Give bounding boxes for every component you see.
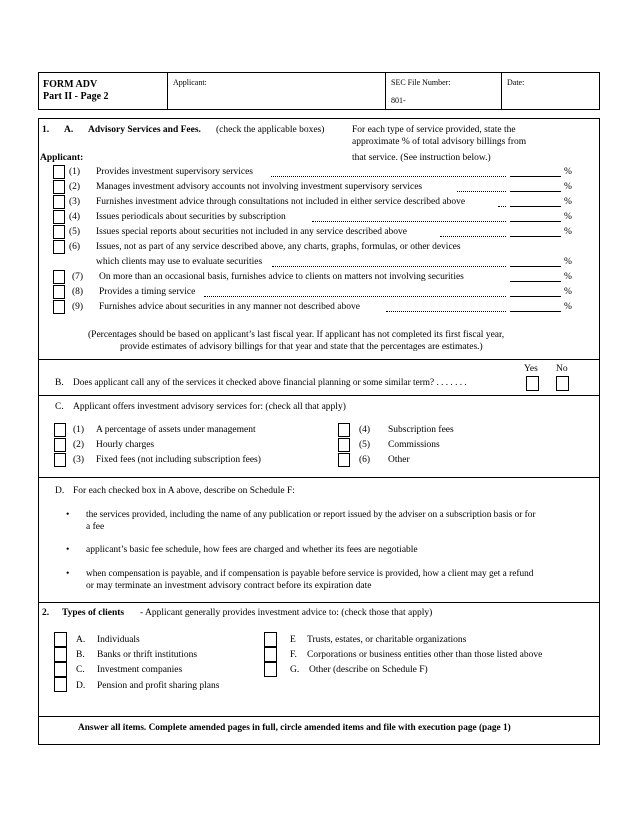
service-percent-input-2[interactable] xyxy=(510,191,561,192)
financial-planning-no-checkbox[interactable] xyxy=(556,376,569,391)
service-checkbox-1[interactable] xyxy=(53,165,65,179)
service-num: (9) xyxy=(72,302,84,312)
service-num: (1) xyxy=(69,167,81,177)
fee-checkbox-1[interactable] xyxy=(54,423,66,437)
fee-num: (6) xyxy=(359,455,371,465)
client-letter: C. xyxy=(76,665,85,675)
bullet-text: when compensation is payable, and if compensation is payable before service is provided, how a client may get a refund xyxy=(86,569,534,579)
client-checkbox-d[interactable] xyxy=(54,677,67,692)
header-divider xyxy=(167,72,168,110)
client-letter: D. xyxy=(76,681,86,691)
section1-applicant-label: Applicant: xyxy=(40,153,84,163)
service-percent-input-4[interactable] xyxy=(510,221,561,222)
leader-dots xyxy=(498,205,506,207)
sectionB-question: Does applicant call any of the services it checked above financial planning or some similar term? . . . . . . . xyxy=(73,378,467,388)
section1-title: Advisory Services and Fees. xyxy=(88,125,201,135)
service-text: Issues periodicals about securities by subscription xyxy=(96,212,286,222)
section1-number: 1. xyxy=(42,125,50,135)
section-divider xyxy=(38,477,600,478)
section-divider xyxy=(38,602,600,603)
header-divider xyxy=(385,72,386,110)
client-text: Individuals xyxy=(97,635,140,645)
client-checkbox-b[interactable] xyxy=(54,647,67,662)
bullet-icon: • xyxy=(66,569,70,579)
section-divider xyxy=(38,359,600,360)
section1-letter: A. xyxy=(64,125,74,135)
sectionD-title: For each checked box in A above, describe on Schedule F: xyxy=(73,486,295,496)
section1-note: that service. (See instruction below.) xyxy=(352,153,491,163)
section1-note: For each type of service provided, state the xyxy=(352,125,516,135)
percentage-note: provide estimates of advisory billings for that year and state that the percentages are estimates.) xyxy=(120,342,483,352)
percent-sign: % xyxy=(564,182,572,192)
sectionD-letter: D. xyxy=(55,486,65,496)
fee-num: (2) xyxy=(73,440,85,450)
client-checkbox-g[interactable] xyxy=(264,662,277,677)
service-percent-input-9[interactable] xyxy=(510,311,561,312)
fee-checkbox-4[interactable] xyxy=(338,423,350,437)
client-text: Other (describe on Schedule F) xyxy=(309,665,428,675)
service-num: (6) xyxy=(69,242,81,252)
percent-sign: % xyxy=(564,272,572,282)
client-checkbox-c[interactable] xyxy=(54,662,67,677)
service-num: (3) xyxy=(69,197,81,207)
leader-dots xyxy=(271,175,506,177)
leader-dots xyxy=(272,265,506,267)
service-text-continued: which clients may use to evaluate securities xyxy=(96,257,263,267)
fee-text: Subscription fees xyxy=(388,425,454,435)
client-text: Trusts, estates, or charitable organizations xyxy=(307,635,467,645)
fee-text: Commissions xyxy=(388,440,440,450)
percent-sign: % xyxy=(564,287,572,297)
bullet-text: a fee xyxy=(86,522,105,532)
leader-dots xyxy=(386,310,506,312)
service-checkbox-6[interactable] xyxy=(53,240,65,254)
service-checkbox-8[interactable] xyxy=(53,285,65,299)
sectionB-letter: B. xyxy=(55,378,64,388)
financial-planning-yes-checkbox[interactable] xyxy=(526,376,539,391)
fee-text: Fixed fees (not including subscription fees) xyxy=(96,455,261,465)
fee-checkbox-2[interactable] xyxy=(54,438,66,452)
client-text: Pension and profit sharing plans xyxy=(97,681,220,691)
service-checkbox-4[interactable] xyxy=(53,210,65,224)
service-num: (7) xyxy=(72,272,84,282)
leader-dots xyxy=(204,295,506,297)
sectionC-letter: C. xyxy=(55,402,64,412)
leader-dots xyxy=(312,220,506,222)
client-text: Banks or thrift institutions xyxy=(97,650,198,660)
service-percent-input-5[interactable] xyxy=(510,236,561,237)
service-num: (5) xyxy=(69,227,81,237)
form-page: Part II - Page 2 xyxy=(43,91,109,102)
service-text: Furnishes investment advice through consultations not included in either service described above xyxy=(96,197,466,207)
client-checkbox-e[interactable] xyxy=(264,632,277,647)
service-text: Manages investment advisory accounts not involving investment supervisory services xyxy=(96,182,423,192)
service-percent-input-8[interactable] xyxy=(510,296,561,297)
service-text: Furnishes advice about securities in any manner not described above xyxy=(99,302,360,312)
service-num: (8) xyxy=(72,287,84,297)
bullet-text: applicant’s basic fee schedule, how fees are charged and whether its fees are negotiable xyxy=(86,545,418,555)
fee-text: Hourly charges xyxy=(96,440,155,450)
client-checkbox-f[interactable] xyxy=(264,647,277,662)
sec-file-label: SEC File Number: xyxy=(391,78,451,87)
client-text: Corporations or business entities other than those listed above xyxy=(307,650,543,660)
fee-text: A percentage of assets under management xyxy=(96,425,256,435)
service-percent-input-7[interactable] xyxy=(510,281,561,282)
section-divider xyxy=(38,395,600,396)
client-letter: G. xyxy=(290,665,300,675)
bullet-icon: • xyxy=(66,510,70,520)
sectionC-title: Applicant offers investment advisory services for: (check all that apply) xyxy=(73,402,346,412)
service-text: Issues special reports about securities not included in any service described above xyxy=(96,227,408,237)
bullet-text: the services provided, including the name of any publication or report issued by the adviser on a subscription basis or for xyxy=(86,510,536,520)
no-label: No xyxy=(556,364,568,374)
form-title: FORM ADV xyxy=(43,79,98,90)
sec-file-prefix: 801- xyxy=(391,96,406,105)
fee-text: Other xyxy=(388,455,410,465)
service-num: (2) xyxy=(69,182,81,192)
section2-title: Types of clients xyxy=(62,608,125,618)
service-checkbox-3[interactable] xyxy=(53,195,65,209)
fee-checkbox-3[interactable] xyxy=(54,453,66,467)
service-num: (4) xyxy=(69,212,81,222)
yes-label: Yes xyxy=(524,364,538,374)
service-text: Issues, not as part of any service described above, any charts, graphs, formulas, or other devices xyxy=(96,242,461,252)
service-checkbox-2[interactable] xyxy=(53,180,65,194)
service-percent-input-1[interactable] xyxy=(510,176,561,177)
date-label: Date: xyxy=(507,78,525,87)
percent-sign: % xyxy=(564,212,572,222)
service-checkbox-7[interactable] xyxy=(53,270,65,284)
fee-checkbox-5[interactable] xyxy=(338,438,350,452)
percent-sign: % xyxy=(564,257,572,267)
client-letter: B. xyxy=(76,650,85,660)
applicant-label: Applicant: xyxy=(173,78,207,87)
section1-note: approximate % of total advisory billings from xyxy=(352,137,527,147)
service-text: On more than an occasional basis, furnishes advice to clients on matters not involving securities xyxy=(99,272,464,282)
section2-title-rest: - Applicant generally provides investment advice to: (check those that apply) xyxy=(140,608,433,618)
service-checkbox-5[interactable] xyxy=(53,225,65,239)
percent-sign: % xyxy=(564,302,572,312)
section2-number: 2. xyxy=(42,608,50,618)
leader-dots xyxy=(457,190,506,192)
percent-sign: % xyxy=(564,167,572,177)
service-text: Provides investment supervisory services xyxy=(96,167,253,177)
bullet-icon: • xyxy=(66,545,70,555)
bullet-text: or may terminate an investment advisory contract before its expiration date xyxy=(86,581,372,591)
fee-num: (4) xyxy=(359,425,371,435)
fee-num: (3) xyxy=(73,455,85,465)
service-percent-input-6[interactable] xyxy=(510,266,561,267)
header-divider xyxy=(501,72,502,110)
fee-checkbox-6[interactable] xyxy=(338,453,350,467)
service-text: Provides a timing service xyxy=(99,287,196,297)
percent-sign: % xyxy=(564,227,572,237)
fee-num: (5) xyxy=(359,440,371,450)
service-percent-input-3[interactable] xyxy=(510,206,561,207)
footer-instruction: Answer all items. Complete amended pages in full, circle amended items and file with execution page (page 1) xyxy=(78,723,511,733)
service-checkbox-9[interactable] xyxy=(53,300,65,314)
client-checkbox-a[interactable] xyxy=(54,632,67,647)
client-letter: E xyxy=(290,635,296,645)
client-letter: A. xyxy=(76,635,86,645)
section-divider xyxy=(38,716,600,717)
percentage-note: (Percentages should be based on applicant’s last fiscal year. If applicant has not completed its first fiscal year, xyxy=(88,330,505,340)
section1-instruction: (check the applicable boxes) xyxy=(216,125,325,135)
leader-dots xyxy=(440,235,506,237)
client-letter: F. xyxy=(290,650,297,660)
client-text: Investment companies xyxy=(97,665,183,675)
percent-sign: % xyxy=(564,197,572,207)
fee-num: (1) xyxy=(73,425,85,435)
